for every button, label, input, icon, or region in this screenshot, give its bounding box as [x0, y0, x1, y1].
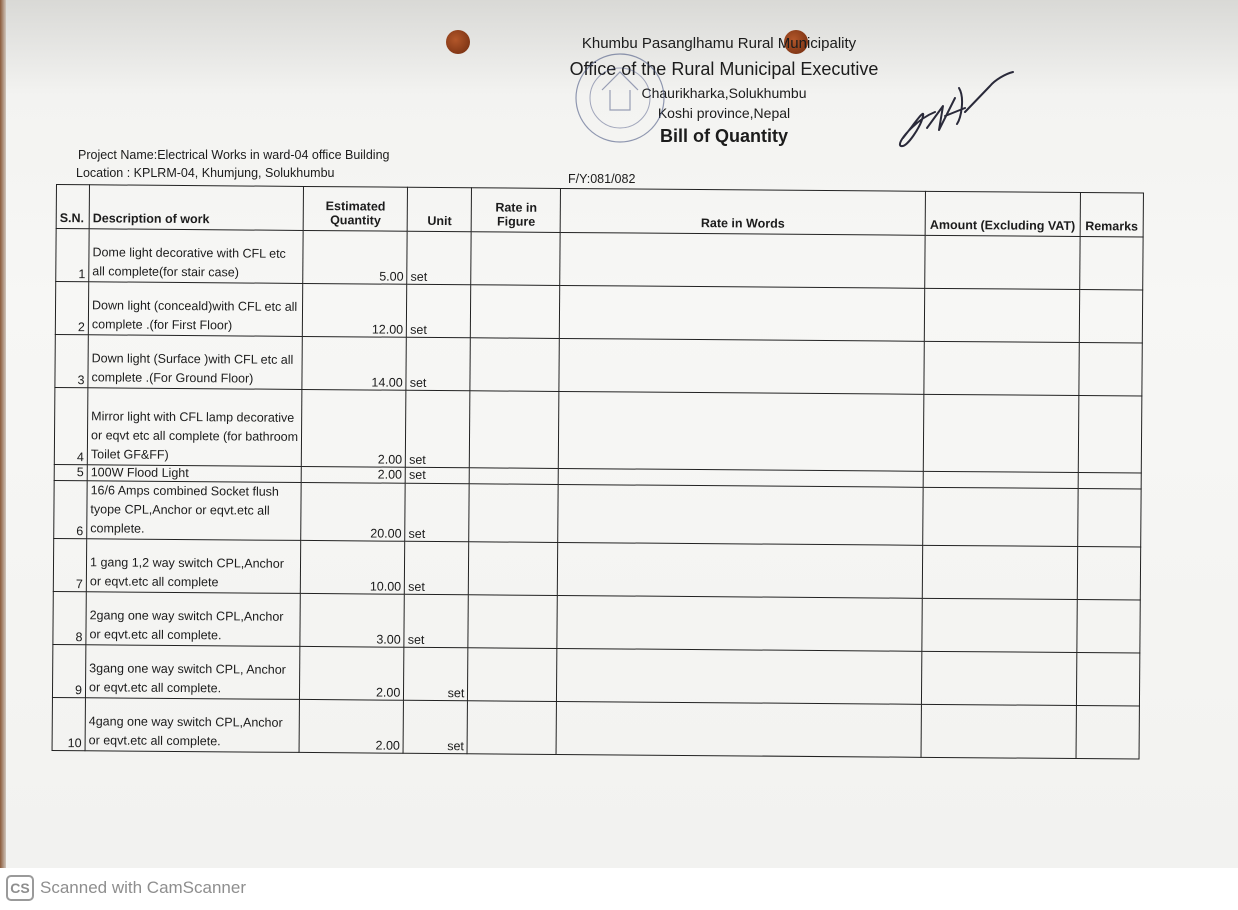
fiscal-year: F/Y:081/082: [568, 172, 636, 186]
document-title: Bill of Quantity: [660, 126, 788, 146]
rate-words-cell: [560, 232, 925, 288]
rate-words-cell: [558, 484, 923, 545]
remarks-cell: [1076, 653, 1140, 706]
row-sn: 4: [54, 387, 88, 464]
row-quantity: 20.00: [301, 482, 406, 541]
row-quantity: 14.00: [302, 336, 407, 390]
rate-figure-cell: [470, 338, 559, 392]
table-row: [55, 282, 1142, 344]
rate-figure-cell: [469, 542, 558, 596]
row-unit: set: [403, 700, 467, 754]
row-sn: 5: [54, 464, 87, 480]
amount-cell: [924, 341, 1080, 395]
row-sn: 10: [52, 697, 85, 750]
table-row: [53, 591, 1140, 653]
col-header-rate-figure: Rate in Figure: [471, 188, 560, 233]
row-description: Mirror light with CFL lamp decorative or eqvt etc all complete (for bathroom Toilet GF&FF): [87, 388, 302, 467]
amount-cell: [922, 545, 1078, 599]
row-quantity: 5.00: [303, 230, 408, 284]
row-sn: 6: [54, 480, 87, 538]
row-sn: 8: [53, 591, 86, 644]
rate-words-cell: [559, 391, 924, 471]
office-name: Office of the Rural Municipal Executive: [569, 59, 879, 79]
rate-words-cell: [556, 701, 921, 757]
rate-words-cell: [558, 542, 923, 598]
row-quantity: 2.00: [301, 466, 405, 483]
col-header-remarks: Remarks: [1080, 193, 1143, 237]
row-sn: 9: [52, 644, 85, 697]
municipality-name: Khumbu Pasanglhamu Rural Municipality: [581, 35, 857, 52]
office-stamp-icon: [572, 50, 668, 146]
row-unit: set: [405, 483, 470, 542]
rate-figure-cell: [469, 484, 559, 543]
row-unit: set: [405, 467, 469, 484]
amount-cell: [924, 288, 1080, 342]
remarks-cell: [1077, 547, 1141, 600]
rate-figure-cell: [471, 232, 560, 286]
col-header-rate-words: Rate in Words: [561, 188, 926, 235]
row-unit: set: [404, 647, 468, 701]
amount-cell: [923, 471, 1078, 488]
remarks-cell: [1077, 600, 1141, 653]
row-sn: 1: [56, 229, 89, 282]
scanner-watermark-text: Scanned with CamScanner: [40, 878, 247, 897]
amount-cell: [924, 235, 1080, 289]
rate-words-cell: [560, 285, 925, 341]
rate-figure-cell: [470, 468, 559, 485]
row-unit: set: [407, 231, 471, 285]
row-sn: 2: [55, 282, 88, 335]
table-row: [52, 644, 1139, 706]
row-unit: set: [406, 337, 470, 391]
row-quantity: 2.00: [300, 646, 405, 700]
row-unit: set: [404, 594, 468, 648]
table-row: [55, 334, 1142, 396]
row-quantity: 10.00: [300, 540, 405, 594]
remarks-cell: [1078, 489, 1142, 547]
rate-figure-cell: [468, 595, 557, 649]
amount-cell: [921, 651, 1077, 705]
col-header-amount: Amount (Excluding VAT): [925, 191, 1080, 236]
table-row: [54, 480, 1141, 547]
amount-cell: [923, 394, 1079, 472]
bill-of-quantity-table: [52, 184, 1144, 760]
row-description: 4gang one way switch CPL,Anchor or eqvt.etc all complete.: [85, 698, 300, 753]
rate-figure-cell: [468, 648, 557, 702]
remarks-cell: [1080, 237, 1144, 290]
rate-figure-cell: [470, 391, 560, 469]
rate-words-cell: [557, 595, 922, 651]
amount-cell: [922, 487, 1078, 546]
row-description: 2gang one way switch CPL,Anchor or eqvt.etc all complete.: [86, 592, 301, 647]
remarks-cell: [1078, 396, 1142, 473]
row-sn: 3: [55, 334, 88, 387]
project-name: Project Name:Electrical Works in ward-04 office Building: [78, 148, 390, 162]
rate-figure-cell: [471, 285, 560, 339]
amount-cell: [922, 598, 1078, 652]
row-unit: set: [406, 390, 471, 468]
remarks-cell: [1076, 706, 1140, 759]
col-header-description: Description of work: [89, 185, 304, 231]
table-row: [54, 387, 1142, 473]
address-line-2: Koshi province,Nepal: [657, 105, 791, 121]
row-description: 100W Flood Light: [87, 465, 301, 483]
table-row: [56, 229, 1143, 291]
row-description: Dome light decorative with CFL etc all complete(for stair case): [89, 229, 304, 284]
row-description: 1 gang 1,2 way switch CPL,Anchor or eqvt.etc all complete: [86, 539, 301, 594]
row-sn: 7: [53, 538, 86, 591]
rate-figure-cell: [467, 701, 556, 755]
project-location: Location : KPLRM-04, Khumjung, Solukhumbu: [76, 166, 335, 180]
signature-icon: [895, 68, 1020, 153]
rate-words-cell: [557, 648, 922, 704]
remarks-cell: [1079, 290, 1143, 343]
row-unit: set: [405, 541, 469, 595]
row-description: 3gang one way switch CPL, Anchor or eqvt.etc all complete.: [85, 645, 300, 700]
col-header-unit: Unit: [407, 187, 471, 232]
col-header-sn: S.N.: [56, 185, 89, 229]
row-description: Down light (Surface )with CFL etc all complete .(For Ground Floor): [88, 335, 303, 390]
remarks-cell: [1079, 343, 1143, 396]
row-quantity: 12.00: [303, 283, 408, 337]
table-row: [52, 697, 1139, 759]
camscanner-logo-icon: CS: [6, 875, 34, 901]
row-quantity: 2.00: [301, 389, 406, 467]
row-description: Down light (conceald)with CFL etc all complete .(for First Floor): [88, 282, 303, 337]
row-unit: set: [407, 284, 471, 338]
col-header-quantity: Estimated Quantity: [303, 186, 407, 231]
row-quantity: 2.00: [299, 699, 404, 753]
amount-cell: [921, 704, 1077, 758]
remarks-cell: [1078, 473, 1141, 489]
table-row: [53, 538, 1140, 600]
address-line-1: Chaurikharka,Solukhumbu: [641, 85, 807, 101]
rate-words-cell: [559, 338, 924, 394]
row-description: 16/6 Amps combined Socket flush tyope CPL,Anchor or eqvt.etc all complete.: [87, 481, 302, 541]
row-quantity: 3.00: [300, 593, 405, 647]
